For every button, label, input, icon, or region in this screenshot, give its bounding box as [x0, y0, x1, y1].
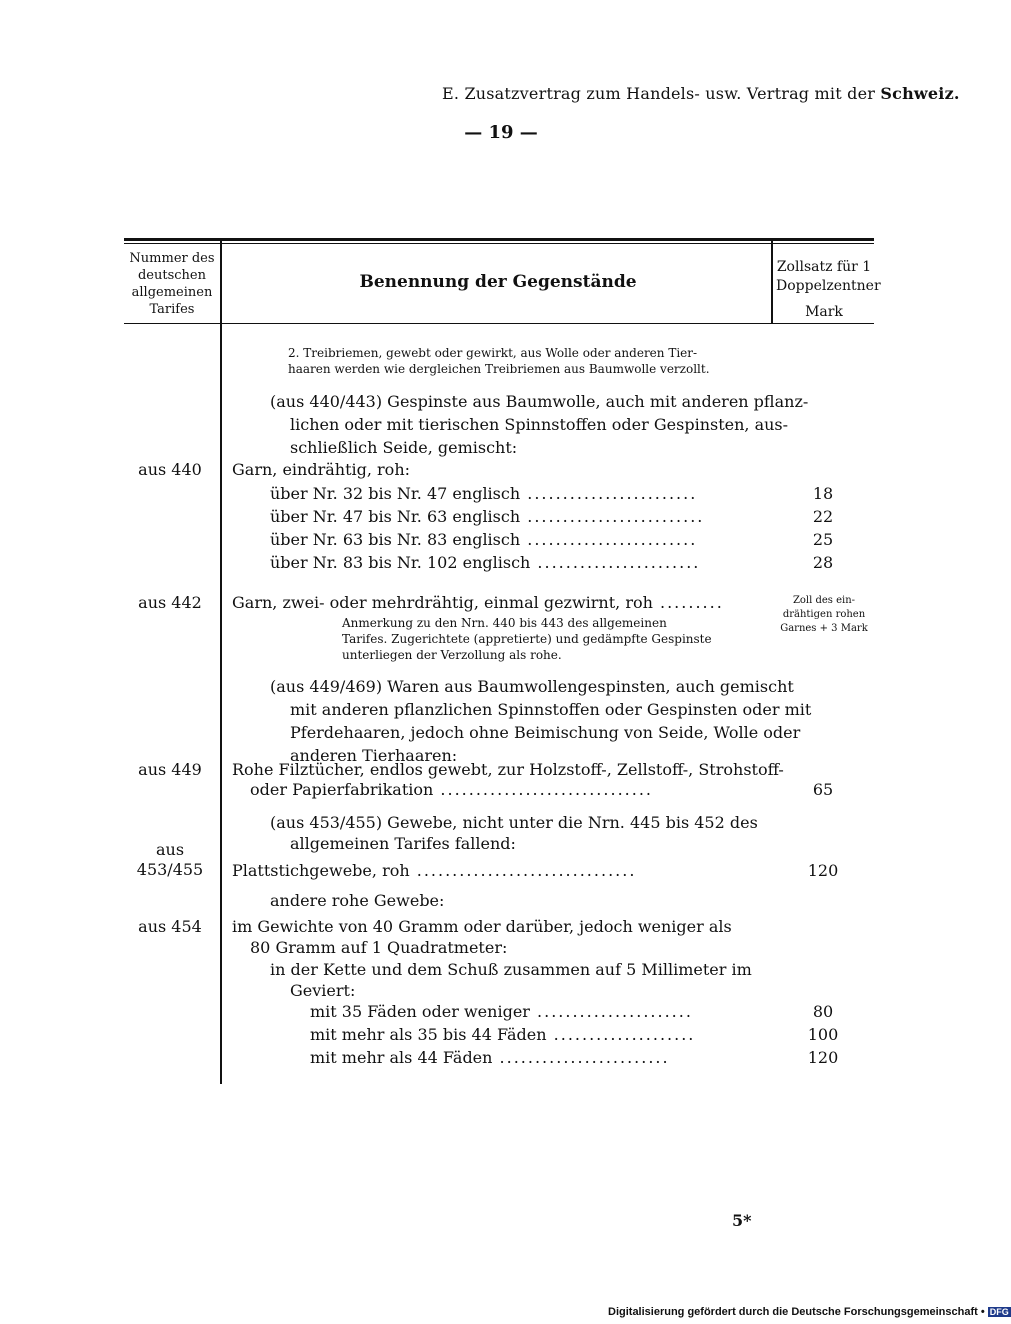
- tariff-number-449: aus 449: [138, 760, 202, 779]
- garn-mehrdraehtig: Garn, zwei- oder mehrdrähtig, einmal gezwirnt, roh .........: [232, 593, 724, 612]
- faeden-line-1-text: mit 35 Fäden oder weniger: [310, 1002, 530, 1021]
- faeden-line-2-text: mit mehr als 35 bis 44 Fäden: [310, 1025, 547, 1044]
- filztuecher-2: oder Papierfabrikation ..............................: [250, 780, 653, 799]
- anmerkung-1: Anmerkung zu den Nrn. 440 bis 443 des allgemeinen: [342, 616, 667, 630]
- garn-eindraehtig: Garn, eindrähtig, roh:: [232, 460, 411, 479]
- filztuecher-1: Rohe Filztücher, endlos gewebt, zur Holzstoff-, Zellstoff-, Strohstoff-: [232, 760, 784, 779]
- col-description-header: Benennung der Gegenstände: [359, 272, 637, 292]
- rate-garn-3: 25: [812, 530, 834, 549]
- gespinste-intro-1: (aus 440/443) Gespinste aus Baumwolle, auch mit anderen pflanz-: [270, 392, 809, 411]
- waren-intro-1: (aus 449/469) Waren aus Baumwollengespinsten, auch gemischt: [270, 677, 794, 696]
- garn-line-2-text: über Nr. 47 bis Nr. 63 englisch: [270, 507, 521, 526]
- faeden-line-3: mit mehr als 44 Fäden ........................: [310, 1048, 670, 1067]
- garn-line-2: über Nr. 47 bis Nr. 63 englisch .........................: [270, 507, 705, 526]
- plattstichgewebe-text: Plattstichgewebe, roh: [232, 861, 410, 880]
- faeden-line-3-text: mit mehr als 44 Fäden: [310, 1048, 493, 1067]
- tariff-number-454: aus 454: [138, 917, 202, 936]
- rate-plattstichgewebe: 120: [807, 861, 839, 880]
- rate-filztuecher: 65: [812, 780, 834, 799]
- table-top-rule-thick: [124, 238, 874, 241]
- kette-2: Geviert:: [290, 981, 356, 1000]
- rate-garn-2: 22: [812, 507, 834, 526]
- running-title-prefix: E. Zusatzvertrag zum Handels- usw. Vertrag mit der: [442, 84, 876, 103]
- digitization-credit: [608, 1306, 1011, 1318]
- gewicht-2: 80 Gramm auf 1 Quadratmeter:: [250, 938, 508, 957]
- page-number: — 19 —: [464, 122, 538, 143]
- note-treibriemen-2: haaren werden wie dergleichen Treibriemen aus Baumwolle verzollt.: [288, 362, 710, 376]
- andere-rohe-gewebe: andere rohe Gewebe:: [270, 891, 445, 910]
- garn-line-4-text: über Nr. 83 bis Nr. 102 englisch: [270, 553, 531, 572]
- plattstichgewebe: Plattstichgewebe, roh ...............................: [232, 861, 637, 880]
- tariff-number-453-a: aus: [155, 840, 185, 859]
- folio-signature: 5*: [732, 1211, 752, 1230]
- kette-1: in der Kette und dem Schuß zusammen auf 5 Millimeter im: [270, 960, 752, 979]
- anmerkung-3: unterliegen der Verzollung als rohe.: [342, 648, 562, 662]
- faeden-line-2: mit mehr als 35 bis 44 Fäden ....................: [310, 1025, 696, 1044]
- rate-garn-4: 28: [812, 553, 834, 572]
- table-header-bottom-rule: [124, 323, 874, 324]
- faeden-line-1: mit 35 Fäden oder weniger ......................: [310, 1002, 693, 1021]
- tariff-number-440: aus 440: [138, 460, 202, 479]
- waren-intro-4: anderen Tierhaaren:: [290, 746, 458, 765]
- waren-intro-2: mit anderen pflanzlichen Spinnstoffen oder Gespinsten oder mit: [290, 700, 812, 719]
- garn-line-4: über Nr. 83 bis Nr. 102 englisch .......................: [270, 553, 701, 572]
- col-rate-header: Zollsatz für 1 Doppelzentner: [776, 259, 881, 294]
- gewebe-intro-2: allgemeinen Tarifes fallend:: [290, 834, 516, 853]
- tariff-number-453-b: 453/455: [136, 860, 204, 879]
- garn-line-3: über Nr. 63 bis Nr. 83 englisch ........................: [270, 530, 698, 549]
- tariff-number-442: aus 442: [138, 593, 202, 612]
- garn-line-1: über Nr. 32 bis Nr. 47 englisch ........................: [270, 484, 698, 503]
- anmerkung-2: Tarifes. Zugerichtete (appretierte) und gedämpfte Gespinste: [342, 632, 712, 646]
- running-title-country: Schweiz.: [880, 84, 960, 103]
- digitization-credit-text: Digitalisierung gefördert durch die Deutsche Forschungsgemeinschaft •: [608, 1306, 985, 1318]
- running-header: [442, 84, 960, 103]
- gespinste-intro-2: lichen oder mit tierischen Spinnstoffen oder Gespinsten, aus-: [290, 415, 789, 434]
- col-number-header: Nummer des deutschen allgemeinen Tarifes: [129, 251, 215, 317]
- note-treibriemen-1: 2. Treibriemen, gewebt oder gewirkt, aus Wolle oder anderen Tier-: [288, 346, 698, 360]
- garn-line-1-text: über Nr. 32 bis Nr. 47 englisch: [270, 484, 521, 503]
- garn-mehrdraehtig-text: Garn, zwei- oder mehrdrähtig, einmal gezwirnt, roh: [232, 593, 653, 612]
- gespinste-intro-3: schließlich Seide, gemischt:: [290, 438, 518, 457]
- rate-faeden-3: 120: [807, 1048, 839, 1067]
- col-rate-unit: Mark: [805, 304, 843, 320]
- filztuecher-2-text: oder Papierfabrikation: [250, 780, 434, 799]
- rate-faeden-2: 100: [807, 1025, 839, 1044]
- waren-intro-3: Pferdehaaren, jedoch ohne Beimischung von Seide, Wolle oder: [290, 723, 801, 742]
- table-top-rule-thin: [124, 243, 874, 244]
- rate-garn-1: 18: [812, 484, 834, 503]
- column-divider-right: [771, 241, 773, 324]
- dfg-logo: DFG: [989, 1307, 1009, 1317]
- column-divider-left: [220, 241, 222, 1084]
- gewicht-1: im Gewichte von 40 Gramm oder darüber, jedoch weniger als: [232, 917, 732, 936]
- garn-line-3-text: über Nr. 63 bis Nr. 83 englisch: [270, 530, 521, 549]
- rate-garn-mehrdraehtig: Zoll des ein- drähtigen rohen Garnes + 3 Mark: [780, 595, 868, 634]
- gewebe-intro-1: (aus 453/455) Gewebe, nicht unter die Nrn. 445 bis 452 des: [270, 813, 758, 832]
- rate-faeden-1: 80: [812, 1002, 834, 1021]
